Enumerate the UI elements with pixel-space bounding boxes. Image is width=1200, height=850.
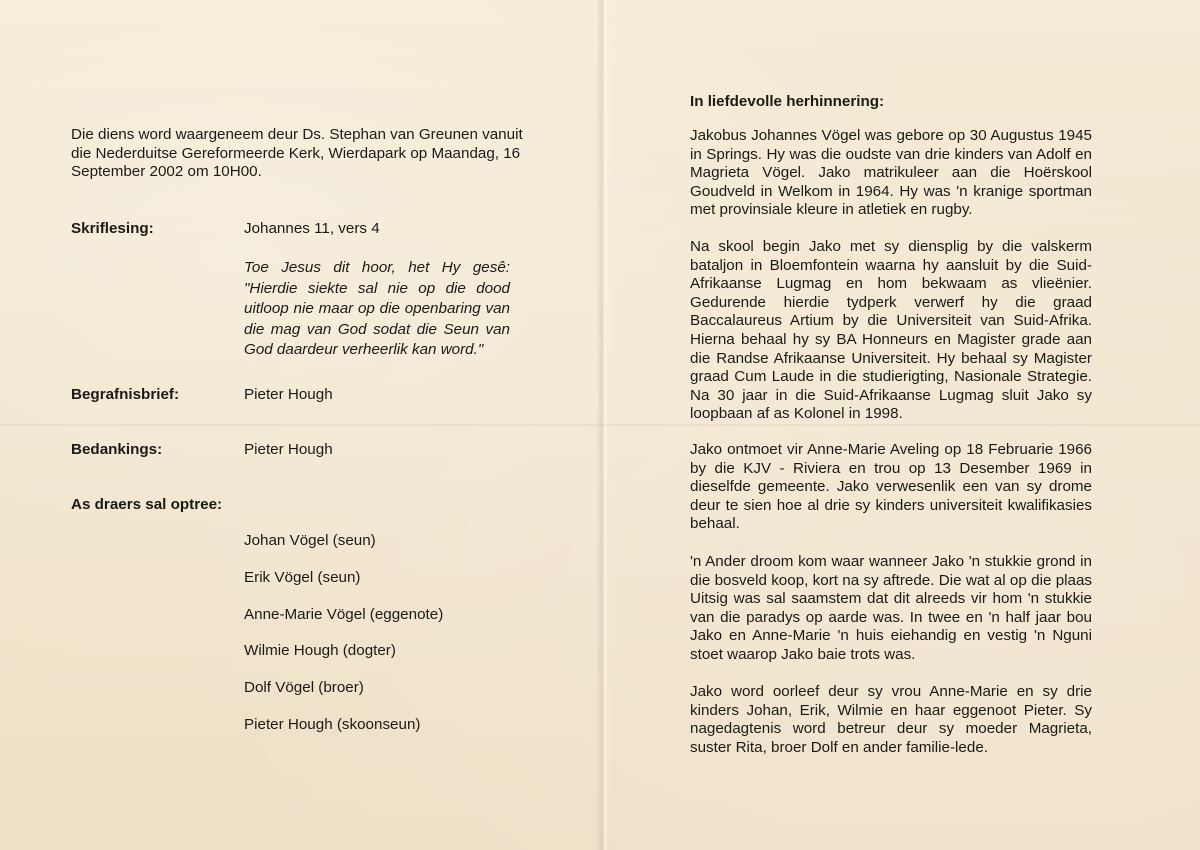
bearer-name: Erik Vögel (seun): [244, 569, 361, 586]
left-page: [0, 0, 596, 850]
memorial-paragraph: Na skool begin Jako met sy diensplig by die valskerm bataljon in Bloemfontein waarna hy aansluit by die Suid-Afrikaanse Lugmag en hom bekwaam as vlieënier. Gedurende hierdie tydperk verwerf hy die graad Baccalaureus Artium by die Universiteit van Suid-Afrika. Hierna behaal hy sy BA Honneurs en Magister grade aan die Randse Afrikaanse Universiteit. Hy behaal sy Magister graad Cum Laude in die studierigting, Nasionale Strategie. Na 30 jaar in die Suid-Afrikaanse Lugmag sluit Jako sy loopbaan af as Kolonel in 1998.: [690, 238, 1092, 423]
center-fold: [596, 0, 610, 850]
scripture-label: Skriflesing:: [71, 220, 154, 237]
memorial-heading: In liefdevolle herhinnering:: [690, 93, 885, 110]
bearer-name: Wilmie Hough (dogter): [244, 642, 396, 659]
thanks-label: Bedankings:: [71, 441, 163, 458]
bearers-label: As draers sal optree:: [71, 496, 223, 513]
scripture-reference: Johannes 11, vers 4: [244, 220, 380, 237]
memorial-paragraph: Jako word oorleef deur sy vrou Anne-Marie en sy drie kinders Johan, Erik, Wilmie en haar eggenoot Pieter. Sy nagedagtenis word betreur deur sy moeder Magrieta, suster Rita, broer Dolf en ander familie-lede.: [690, 683, 1092, 756]
memorial-paragraph: 'n Ander droom kom waar wanneer Jako 'n stukkie grond in die bosveld koop, kort na sy aftrede. Die wat al op die plaas Uitsig was sal saamstem dat dit alreeds vir hom 'n stukkie van die paradys op aarde was. In twee en 'n half jaar bou Jako en Anne-Marie 'n huis eiehandig en vestig 'n Nguni stoet waarop Jako baie trots was.: [690, 553, 1092, 663]
scripture-quote: Toe Jesus dit hoor, het Hy gesê: "Hierdie siekte sal nie op die dood uitloop nie maar op die openbaring van die mag van God sodat die Seun van God daardeur verheerlik kan word.": [244, 259, 510, 358]
bearer-name: Dolf Vögel (broer): [244, 679, 364, 696]
memorial-paragraph: Jakobus Johannes Vögel was gebore op 30 Augustus 1945 in Springs. Hy was die oudste van drie kinders van Adolf en Magrieta Vögel. Jako matrikuleer aan die Hoërskool Goudveld in Welkom in 1964. Hy was 'n kranige sportman met provinsiale kleure in atletiek en rugby.: [690, 127, 1092, 219]
memorial-paragraph: Jako ontmoet vir Anne-Marie Aveling op 18 Februarie 1966 by die KJV - Riviera en trou op 13 Desember 1969 in dieselfde gemeente. Jako verwesenlik een van sy drome deur te sien hoe al drie sy kinders universiteit kwalifikasies behaal.: [690, 441, 1092, 533]
bearer-name: Johan Vögel (seun): [244, 532, 376, 549]
funeral-letter-value: Pieter Hough: [244, 386, 333, 403]
service-intro: Die diens word waargeneem deur Ds. Stephan van Greunen vanuit die Nederduitse Gereformeerde Kerk, Wierdapark op Maandag, 16 September 2002 om 10H00.: [71, 126, 523, 181]
right-page: [610, 0, 1200, 850]
funeral-letter-label: Begrafnisbrief:: [71, 386, 180, 403]
thanks-value: Pieter Hough: [244, 441, 333, 458]
bearer-name: Pieter Hough (skoonseun): [244, 716, 421, 733]
bearer-name: Anne-Marie Vögel (eggenote): [244, 606, 444, 623]
